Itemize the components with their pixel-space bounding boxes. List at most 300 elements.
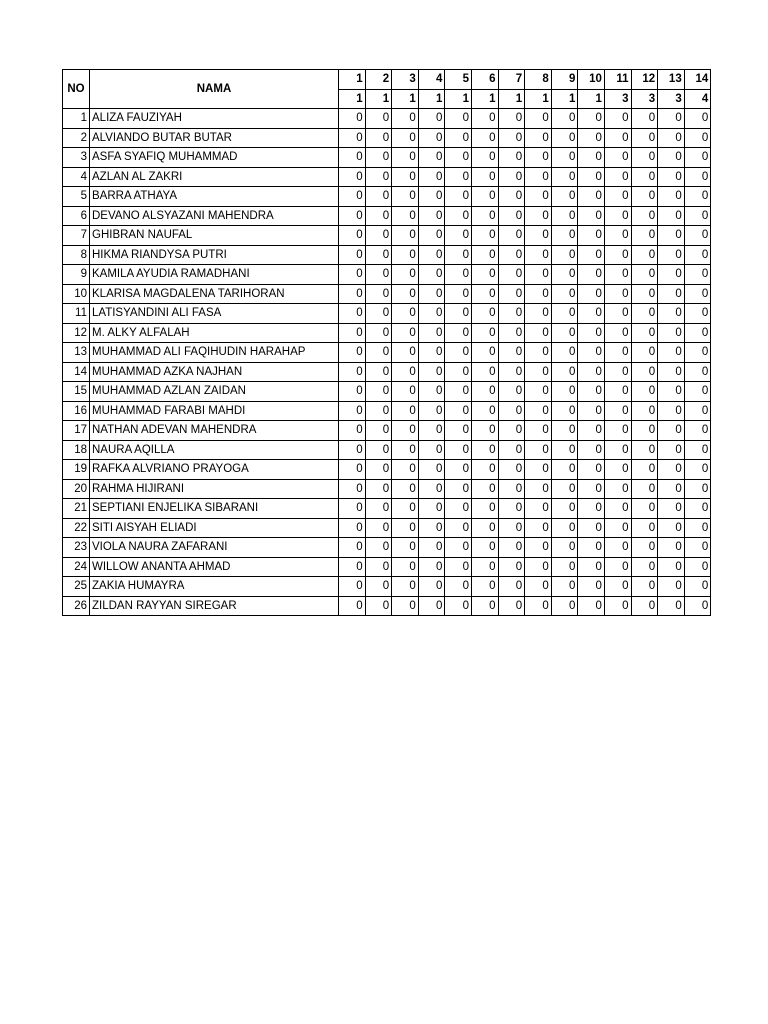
score-cell-q6[interactable]: 0	[471, 362, 498, 382]
row-number[interactable]: 19	[63, 460, 90, 480]
row-number[interactable]: 6	[63, 206, 90, 226]
score-cell-q8[interactable]: 0	[525, 304, 552, 324]
score-cell-q5[interactable]: 0	[445, 148, 472, 168]
score-cell-q6[interactable]: 0	[471, 596, 498, 616]
score-cell-q9[interactable]: 0	[551, 577, 578, 597]
score-cell-q11[interactable]: 0	[604, 440, 631, 460]
score-cell-q8[interactable]: 0	[525, 284, 552, 304]
score-cell-q4[interactable]: 0	[418, 245, 445, 265]
student-name[interactable]: VIOLA NAURA ZAFARANI	[90, 538, 339, 558]
score-cell-q10[interactable]: 0	[578, 128, 605, 148]
score-cell-q11[interactable]: 0	[604, 538, 631, 558]
score-cell-q4[interactable]: 0	[418, 343, 445, 363]
score-cell-q5[interactable]: 0	[445, 440, 472, 460]
score-cell-q2[interactable]: 0	[365, 128, 392, 148]
score-cell-q10[interactable]: 0	[578, 421, 605, 441]
score-cell-q14[interactable]: 0	[684, 382, 711, 402]
score-cell-q10[interactable]: 0	[578, 518, 605, 538]
score-cell-q7[interactable]: 0	[498, 596, 525, 616]
score-cell-q8[interactable]: 0	[525, 479, 552, 499]
score-cell-q1[interactable]: 0	[339, 577, 366, 597]
score-cell-q9[interactable]: 0	[551, 538, 578, 558]
row-number[interactable]: 2	[63, 128, 90, 148]
score-cell-q11[interactable]: 0	[604, 518, 631, 538]
score-cell-q12[interactable]: 0	[631, 362, 658, 382]
score-cell-q2[interactable]: 0	[365, 343, 392, 363]
score-cell-q6[interactable]: 0	[471, 187, 498, 207]
score-cell-q5[interactable]: 0	[445, 421, 472, 441]
student-name[interactable]: RAHMA HIJIRANI	[90, 479, 339, 499]
row-number[interactable]: 12	[63, 323, 90, 343]
score-cell-q5[interactable]: 0	[445, 362, 472, 382]
score-cell-q8[interactable]: 0	[525, 109, 552, 129]
score-cell-q1[interactable]: 0	[339, 206, 366, 226]
score-cell-q11[interactable]: 0	[604, 206, 631, 226]
score-cell-q1[interactable]: 0	[339, 460, 366, 480]
score-cell-q3[interactable]: 0	[392, 206, 419, 226]
score-cell-q12[interactable]: 0	[631, 284, 658, 304]
score-cell-q3[interactable]: 0	[392, 304, 419, 324]
score-cell-q3[interactable]: 0	[392, 362, 419, 382]
score-cell-q3[interactable]: 0	[392, 557, 419, 577]
score-cell-q14[interactable]: 0	[684, 596, 711, 616]
score-cell-q10[interactable]: 0	[578, 304, 605, 324]
score-cell-q10[interactable]: 0	[578, 226, 605, 246]
score-cell-q8[interactable]: 0	[525, 382, 552, 402]
student-name[interactable]: M. ALKY ALFALAH	[90, 323, 339, 343]
score-cell-q13[interactable]: 0	[658, 187, 685, 207]
score-cell-q8[interactable]: 0	[525, 148, 552, 168]
score-cell-q5[interactable]: 0	[445, 167, 472, 187]
score-cell-q5[interactable]: 0	[445, 596, 472, 616]
row-number[interactable]: 13	[63, 343, 90, 363]
score-cell-q12[interactable]: 0	[631, 343, 658, 363]
score-cell-q3[interactable]: 0	[392, 421, 419, 441]
score-cell-q6[interactable]: 0	[471, 167, 498, 187]
score-cell-q9[interactable]: 0	[551, 187, 578, 207]
score-cell-q14[interactable]: 0	[684, 421, 711, 441]
score-cell-q4[interactable]: 0	[418, 304, 445, 324]
score-cell-q11[interactable]: 0	[604, 245, 631, 265]
score-cell-q1[interactable]: 0	[339, 226, 366, 246]
score-cell-q13[interactable]: 0	[658, 323, 685, 343]
score-cell-q9[interactable]: 0	[551, 284, 578, 304]
score-cell-q8[interactable]: 0	[525, 577, 552, 597]
score-cell-q10[interactable]: 0	[578, 245, 605, 265]
student-name[interactable]: BARRA ATHAYA	[90, 187, 339, 207]
score-cell-q6[interactable]: 0	[471, 499, 498, 519]
score-cell-q4[interactable]: 0	[418, 284, 445, 304]
score-cell-q14[interactable]: 0	[684, 265, 711, 285]
score-cell-q10[interactable]: 0	[578, 323, 605, 343]
score-cell-q14[interactable]: 0	[684, 323, 711, 343]
score-cell-q11[interactable]: 0	[604, 596, 631, 616]
score-cell-q3[interactable]: 0	[392, 440, 419, 460]
score-cell-q12[interactable]: 0	[631, 518, 658, 538]
score-cell-q7[interactable]: 0	[498, 167, 525, 187]
score-cell-q7[interactable]: 0	[498, 362, 525, 382]
score-cell-q9[interactable]: 0	[551, 362, 578, 382]
score-cell-q14[interactable]: 0	[684, 343, 711, 363]
score-cell-q7[interactable]: 0	[498, 245, 525, 265]
score-cell-q2[interactable]: 0	[365, 304, 392, 324]
score-cell-q7[interactable]: 0	[498, 421, 525, 441]
score-cell-q7[interactable]: 0	[498, 401, 525, 421]
score-cell-q9[interactable]: 0	[551, 343, 578, 363]
score-cell-q10[interactable]: 0	[578, 206, 605, 226]
score-cell-q1[interactable]: 0	[339, 596, 366, 616]
score-cell-q3[interactable]: 0	[392, 596, 419, 616]
score-cell-q7[interactable]: 0	[498, 557, 525, 577]
score-cell-q9[interactable]: 0	[551, 226, 578, 246]
score-cell-q2[interactable]: 0	[365, 499, 392, 519]
score-cell-q2[interactable]: 0	[365, 362, 392, 382]
row-number[interactable]: 8	[63, 245, 90, 265]
score-cell-q9[interactable]: 0	[551, 401, 578, 421]
score-cell-q5[interactable]: 0	[445, 382, 472, 402]
score-cell-q1[interactable]: 0	[339, 109, 366, 129]
score-cell-q13[interactable]: 0	[658, 148, 685, 168]
score-cell-q2[interactable]: 0	[365, 187, 392, 207]
score-cell-q13[interactable]: 0	[658, 401, 685, 421]
score-cell-q12[interactable]: 0	[631, 479, 658, 499]
score-cell-q6[interactable]: 0	[471, 538, 498, 558]
student-name[interactable]: GHIBRAN NAUFAL	[90, 226, 339, 246]
score-cell-q8[interactable]: 0	[525, 226, 552, 246]
student-name[interactable]: MUHAMMAD FARABI MAHDI	[90, 401, 339, 421]
score-cell-q7[interactable]: 0	[498, 323, 525, 343]
score-cell-q2[interactable]: 0	[365, 323, 392, 343]
score-cell-q13[interactable]: 0	[658, 343, 685, 363]
score-cell-q14[interactable]: 0	[684, 109, 711, 129]
score-cell-q11[interactable]: 0	[604, 499, 631, 519]
score-cell-q3[interactable]: 0	[392, 479, 419, 499]
score-cell-q9[interactable]: 0	[551, 206, 578, 226]
row-number[interactable]: 25	[63, 577, 90, 597]
score-cell-q4[interactable]: 0	[418, 265, 445, 285]
score-cell-q7[interactable]: 0	[498, 460, 525, 480]
score-cell-q2[interactable]: 0	[365, 226, 392, 246]
score-cell-q11[interactable]: 0	[604, 479, 631, 499]
score-cell-q13[interactable]: 0	[658, 245, 685, 265]
score-cell-q8[interactable]: 0	[525, 187, 552, 207]
score-cell-q10[interactable]: 0	[578, 401, 605, 421]
score-cell-q12[interactable]: 0	[631, 128, 658, 148]
score-cell-q6[interactable]: 0	[471, 557, 498, 577]
score-cell-q4[interactable]: 0	[418, 206, 445, 226]
score-cell-q6[interactable]: 0	[471, 109, 498, 129]
score-cell-q5[interactable]: 0	[445, 518, 472, 538]
score-cell-q13[interactable]: 0	[658, 479, 685, 499]
row-number[interactable]: 1	[63, 109, 90, 129]
row-number[interactable]: 10	[63, 284, 90, 304]
row-number[interactable]: 17	[63, 421, 90, 441]
score-cell-q3[interactable]: 0	[392, 245, 419, 265]
score-cell-q5[interactable]: 0	[445, 343, 472, 363]
score-cell-q11[interactable]: 0	[604, 109, 631, 129]
score-cell-q12[interactable]: 0	[631, 557, 658, 577]
score-cell-q2[interactable]: 0	[365, 265, 392, 285]
score-cell-q8[interactable]: 0	[525, 538, 552, 558]
score-cell-q6[interactable]: 0	[471, 304, 498, 324]
score-cell-q2[interactable]: 0	[365, 245, 392, 265]
score-cell-q6[interactable]: 0	[471, 206, 498, 226]
score-cell-q11[interactable]: 0	[604, 304, 631, 324]
score-cell-q2[interactable]: 0	[365, 206, 392, 226]
score-cell-q5[interactable]: 0	[445, 187, 472, 207]
score-cell-q13[interactable]: 0	[658, 577, 685, 597]
score-cell-q3[interactable]: 0	[392, 343, 419, 363]
score-cell-q9[interactable]: 0	[551, 245, 578, 265]
score-cell-q10[interactable]: 0	[578, 479, 605, 499]
score-cell-q8[interactable]: 0	[525, 557, 552, 577]
score-cell-q8[interactable]: 0	[525, 128, 552, 148]
score-cell-q14[interactable]: 0	[684, 187, 711, 207]
score-cell-q13[interactable]: 0	[658, 226, 685, 246]
score-cell-q9[interactable]: 0	[551, 518, 578, 538]
score-cell-q6[interactable]: 0	[471, 440, 498, 460]
score-cell-q11[interactable]: 0	[604, 226, 631, 246]
score-cell-q11[interactable]: 0	[604, 187, 631, 207]
score-cell-q13[interactable]: 0	[658, 265, 685, 285]
score-cell-q1[interactable]: 0	[339, 323, 366, 343]
row-number[interactable]: 16	[63, 401, 90, 421]
score-cell-q3[interactable]: 0	[392, 148, 419, 168]
score-cell-q13[interactable]: 0	[658, 304, 685, 324]
score-cell-q8[interactable]: 0	[525, 167, 552, 187]
student-name[interactable]: MUHAMMAD AZLAN ZAIDAN	[90, 382, 339, 402]
score-cell-q13[interactable]: 0	[658, 109, 685, 129]
score-cell-q14[interactable]: 0	[684, 148, 711, 168]
score-cell-q4[interactable]: 0	[418, 421, 445, 441]
score-cell-q3[interactable]: 0	[392, 499, 419, 519]
score-cell-q9[interactable]: 0	[551, 128, 578, 148]
score-cell-q2[interactable]: 0	[365, 460, 392, 480]
score-cell-q11[interactable]: 0	[604, 382, 631, 402]
score-cell-q14[interactable]: 0	[684, 304, 711, 324]
student-name[interactable]: ZAKIA HUMAYRA	[90, 577, 339, 597]
score-cell-q7[interactable]: 0	[498, 265, 525, 285]
score-cell-q8[interactable]: 0	[525, 245, 552, 265]
score-cell-q7[interactable]: 0	[498, 109, 525, 129]
score-cell-q6[interactable]: 0	[471, 577, 498, 597]
score-cell-q5[interactable]: 0	[445, 245, 472, 265]
score-cell-q1[interactable]: 0	[339, 265, 366, 285]
score-cell-q7[interactable]: 0	[498, 128, 525, 148]
score-cell-q3[interactable]: 0	[392, 401, 419, 421]
score-cell-q9[interactable]: 0	[551, 304, 578, 324]
score-cell-q7[interactable]: 0	[498, 499, 525, 519]
score-cell-q9[interactable]: 0	[551, 167, 578, 187]
score-cell-q8[interactable]: 0	[525, 206, 552, 226]
score-cell-q6[interactable]: 0	[471, 284, 498, 304]
score-cell-q12[interactable]: 0	[631, 499, 658, 519]
score-cell-q2[interactable]: 0	[365, 479, 392, 499]
score-cell-q6[interactable]: 0	[471, 265, 498, 285]
score-cell-q4[interactable]: 0	[418, 109, 445, 129]
score-cell-q8[interactable]: 0	[525, 401, 552, 421]
score-cell-q5[interactable]: 0	[445, 304, 472, 324]
student-name[interactable]: KLARISA MAGDALENA TARIHORAN	[90, 284, 339, 304]
score-cell-q13[interactable]: 0	[658, 167, 685, 187]
score-cell-q4[interactable]: 0	[418, 187, 445, 207]
score-cell-q9[interactable]: 0	[551, 382, 578, 402]
score-cell-q10[interactable]: 0	[578, 557, 605, 577]
score-cell-q12[interactable]: 0	[631, 401, 658, 421]
score-cell-q1[interactable]: 0	[339, 518, 366, 538]
score-cell-q2[interactable]: 0	[365, 401, 392, 421]
score-cell-q9[interactable]: 0	[551, 265, 578, 285]
score-cell-q6[interactable]: 0	[471, 421, 498, 441]
score-cell-q4[interactable]: 0	[418, 518, 445, 538]
score-cell-q5[interactable]: 0	[445, 479, 472, 499]
score-cell-q2[interactable]: 0	[365, 421, 392, 441]
score-cell-q9[interactable]: 0	[551, 440, 578, 460]
score-cell-q3[interactable]: 0	[392, 518, 419, 538]
score-cell-q10[interactable]: 0	[578, 284, 605, 304]
score-cell-q2[interactable]: 0	[365, 109, 392, 129]
student-name[interactable]: NAURA AQILLA	[90, 440, 339, 460]
score-cell-q14[interactable]: 0	[684, 440, 711, 460]
score-cell-q4[interactable]: 0	[418, 401, 445, 421]
score-cell-q13[interactable]: 0	[658, 557, 685, 577]
score-cell-q11[interactable]: 0	[604, 362, 631, 382]
score-cell-q5[interactable]: 0	[445, 226, 472, 246]
score-cell-q5[interactable]: 0	[445, 109, 472, 129]
student-name[interactable]: ZILDAN RAYYAN SIREGAR	[90, 596, 339, 616]
score-cell-q13[interactable]: 0	[658, 596, 685, 616]
score-cell-q4[interactable]: 0	[418, 382, 445, 402]
score-cell-q10[interactable]: 0	[578, 577, 605, 597]
student-name[interactable]: ALIZA FAUZIYAH	[90, 109, 339, 129]
score-cell-q1[interactable]: 0	[339, 401, 366, 421]
score-cell-q6[interactable]: 0	[471, 226, 498, 246]
score-cell-q3[interactable]: 0	[392, 284, 419, 304]
score-cell-q4[interactable]: 0	[418, 226, 445, 246]
row-number[interactable]: 18	[63, 440, 90, 460]
score-cell-q6[interactable]: 0	[471, 343, 498, 363]
score-cell-q12[interactable]: 0	[631, 187, 658, 207]
score-cell-q6[interactable]: 0	[471, 479, 498, 499]
score-cell-q14[interactable]: 0	[684, 167, 711, 187]
score-cell-q12[interactable]: 0	[631, 148, 658, 168]
score-cell-q6[interactable]: 0	[471, 401, 498, 421]
score-cell-q1[interactable]: 0	[339, 479, 366, 499]
score-cell-q4[interactable]: 0	[418, 577, 445, 597]
score-cell-q8[interactable]: 0	[525, 362, 552, 382]
student-name[interactable]: DEVANO ALSYAZANI MAHENDRA	[90, 206, 339, 226]
score-cell-q4[interactable]: 0	[418, 148, 445, 168]
score-cell-q3[interactable]: 0	[392, 577, 419, 597]
student-name[interactable]: MUHAMMAD AZKA NAJHAN	[90, 362, 339, 382]
score-cell-q13[interactable]: 0	[658, 518, 685, 538]
score-cell-q1[interactable]: 0	[339, 343, 366, 363]
score-cell-q10[interactable]: 0	[578, 382, 605, 402]
score-cell-q7[interactable]: 0	[498, 226, 525, 246]
score-cell-q13[interactable]: 0	[658, 499, 685, 519]
score-cell-q13[interactable]: 0	[658, 206, 685, 226]
score-cell-q8[interactable]: 0	[525, 499, 552, 519]
score-cell-q2[interactable]: 0	[365, 518, 392, 538]
score-cell-q1[interactable]: 0	[339, 187, 366, 207]
score-cell-q6[interactable]: 0	[471, 323, 498, 343]
student-name[interactable]: ALVIANDO BUTAR BUTAR	[90, 128, 339, 148]
score-cell-q9[interactable]: 0	[551, 421, 578, 441]
score-cell-q1[interactable]: 0	[339, 557, 366, 577]
score-cell-q4[interactable]: 0	[418, 499, 445, 519]
row-number[interactable]: 4	[63, 167, 90, 187]
score-cell-q5[interactable]: 0	[445, 128, 472, 148]
score-cell-q6[interactable]: 0	[471, 382, 498, 402]
student-name[interactable]: HIKMA RIANDYSA PUTRI	[90, 245, 339, 265]
score-cell-q13[interactable]: 0	[658, 362, 685, 382]
score-cell-q7[interactable]: 0	[498, 518, 525, 538]
score-cell-q4[interactable]: 0	[418, 596, 445, 616]
score-cell-q1[interactable]: 0	[339, 538, 366, 558]
score-cell-q12[interactable]: 0	[631, 245, 658, 265]
score-cell-q14[interactable]: 0	[684, 479, 711, 499]
score-cell-q12[interactable]: 0	[631, 206, 658, 226]
score-cell-q9[interactable]: 0	[551, 557, 578, 577]
score-cell-q3[interactable]: 0	[392, 460, 419, 480]
score-cell-q5[interactable]: 0	[445, 557, 472, 577]
score-cell-q1[interactable]: 0	[339, 245, 366, 265]
student-name[interactable]: AZLAN AL ZAKRI	[90, 167, 339, 187]
row-number[interactable]: 22	[63, 518, 90, 538]
score-cell-q11[interactable]: 0	[604, 128, 631, 148]
score-cell-q3[interactable]: 0	[392, 323, 419, 343]
score-cell-q6[interactable]: 0	[471, 148, 498, 168]
score-cell-q10[interactable]: 0	[578, 440, 605, 460]
score-cell-q13[interactable]: 0	[658, 538, 685, 558]
row-number[interactable]: 20	[63, 479, 90, 499]
score-cell-q9[interactable]: 0	[551, 148, 578, 168]
score-cell-q10[interactable]: 0	[578, 148, 605, 168]
score-cell-q14[interactable]: 0	[684, 245, 711, 265]
score-cell-q11[interactable]: 0	[604, 265, 631, 285]
score-cell-q1[interactable]: 0	[339, 304, 366, 324]
score-cell-q14[interactable]: 0	[684, 538, 711, 558]
score-cell-q9[interactable]: 0	[551, 460, 578, 480]
score-cell-q3[interactable]: 0	[392, 226, 419, 246]
score-cell-q12[interactable]: 0	[631, 265, 658, 285]
score-cell-q14[interactable]: 0	[684, 401, 711, 421]
score-cell-q3[interactable]: 0	[392, 538, 419, 558]
score-cell-q11[interactable]: 0	[604, 343, 631, 363]
row-number[interactable]: 23	[63, 538, 90, 558]
score-cell-q10[interactable]: 0	[578, 596, 605, 616]
student-name[interactable]: ASFA SYAFIQ MUHAMMAD	[90, 148, 339, 168]
score-cell-q4[interactable]: 0	[418, 479, 445, 499]
student-name[interactable]: SEPTIANI ENJELIKA SIBARANI	[90, 499, 339, 519]
score-cell-q8[interactable]: 0	[525, 460, 552, 480]
score-cell-q11[interactable]: 0	[604, 167, 631, 187]
score-cell-q12[interactable]: 0	[631, 304, 658, 324]
score-cell-q12[interactable]: 0	[631, 109, 658, 129]
score-cell-q2[interactable]: 0	[365, 148, 392, 168]
score-cell-q5[interactable]: 0	[445, 401, 472, 421]
score-cell-q4[interactable]: 0	[418, 557, 445, 577]
score-cell-q5[interactable]: 0	[445, 265, 472, 285]
score-cell-q6[interactable]: 0	[471, 128, 498, 148]
score-cell-q3[interactable]: 0	[392, 109, 419, 129]
score-cell-q1[interactable]: 0	[339, 421, 366, 441]
score-cell-q2[interactable]: 0	[365, 284, 392, 304]
score-cell-q11[interactable]: 0	[604, 421, 631, 441]
score-cell-q6[interactable]: 0	[471, 245, 498, 265]
score-cell-q1[interactable]: 0	[339, 284, 366, 304]
score-cell-q13[interactable]: 0	[658, 440, 685, 460]
